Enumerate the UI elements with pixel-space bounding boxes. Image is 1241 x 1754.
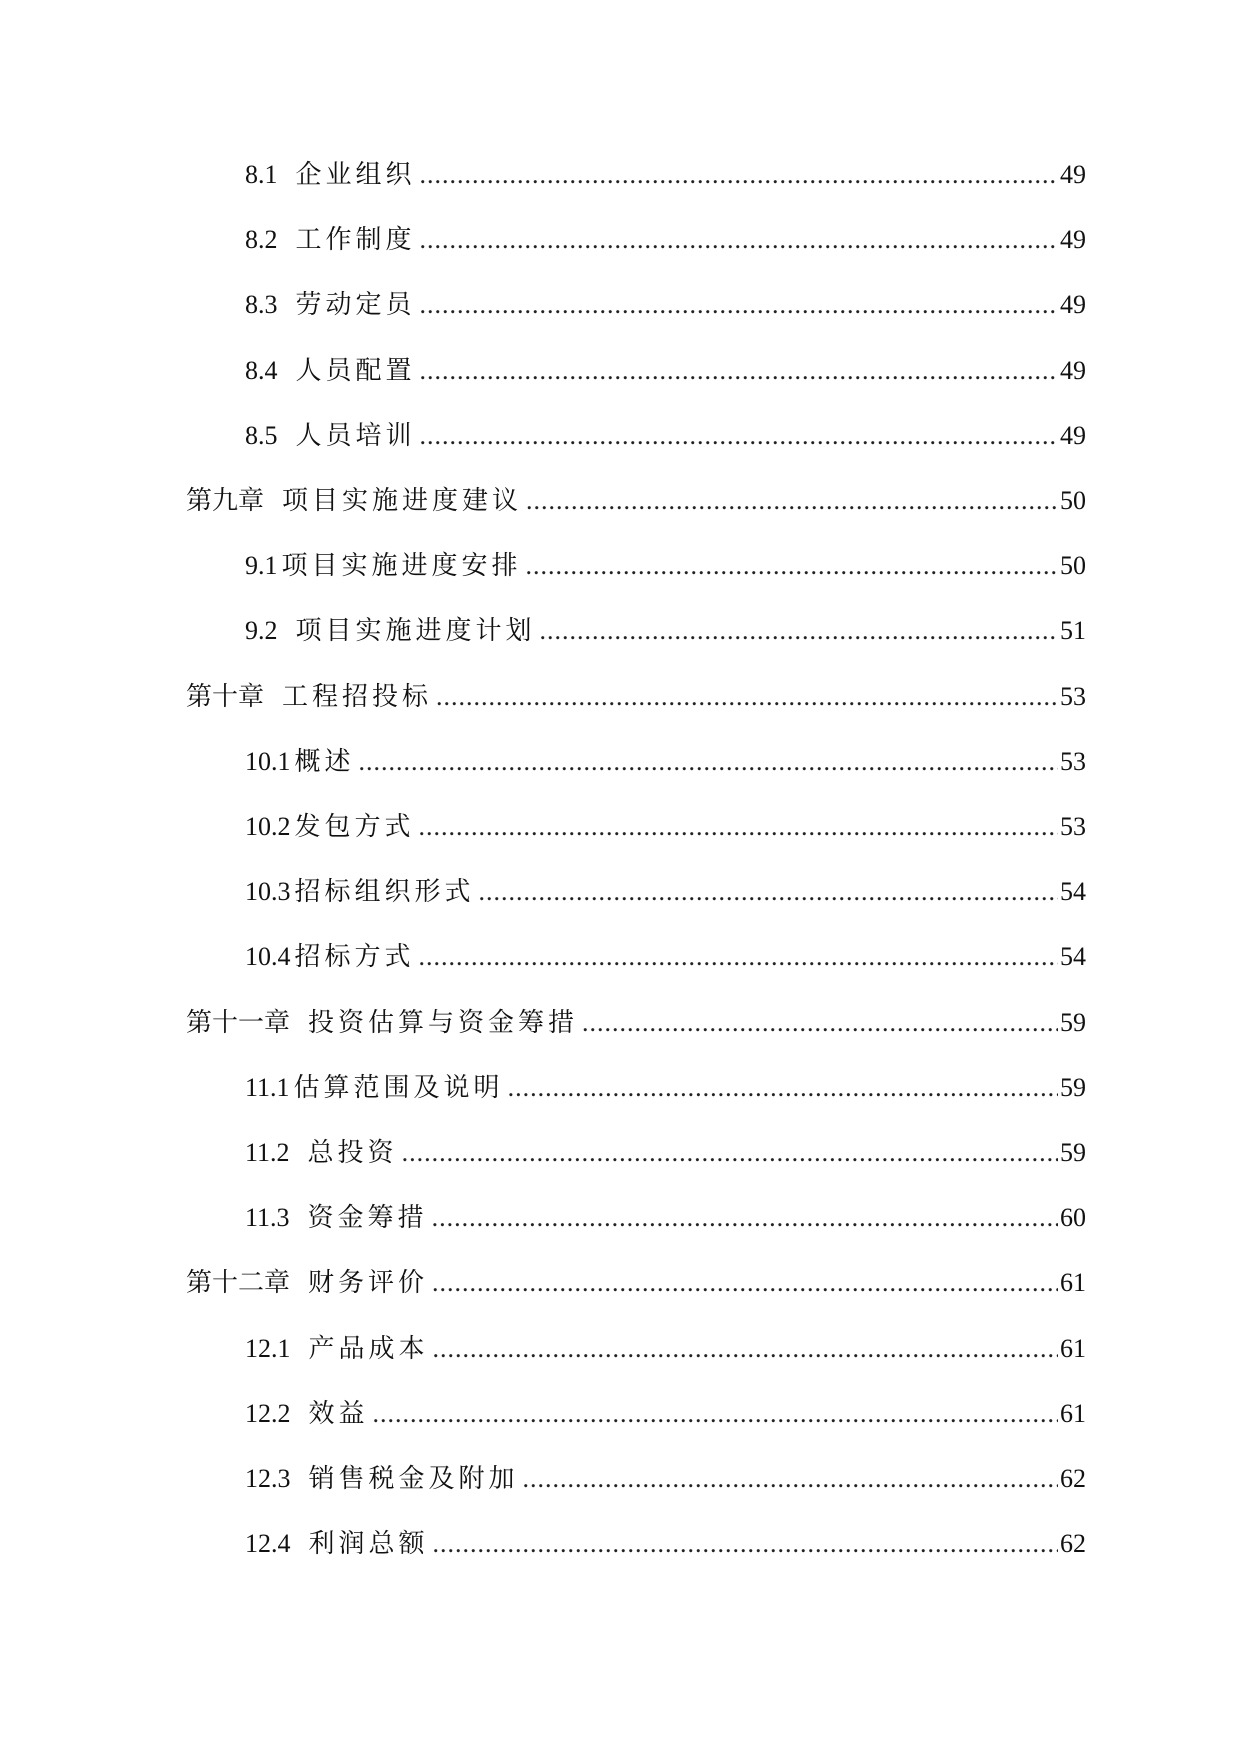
toc-entry-number: 8.2	[245, 225, 278, 254]
toc-entry-number: 第十二章	[186, 1268, 291, 1297]
toc-entry-number: 12.2	[245, 1399, 291, 1428]
toc-entry-number: 8.3	[245, 290, 278, 319]
toc-entry-title: 利润总额	[308, 1529, 429, 1559]
toc-entry-title: 财务评价	[308, 1268, 429, 1298]
toc-entry-title: 项目实施进度计划	[295, 616, 536, 646]
toc-chapter-row[interactable]	[186, 481, 1086, 521]
toc-page-number: 49	[1060, 290, 1086, 319]
toc-page-number: 53	[1060, 812, 1086, 841]
toc-entry-number: 8.5	[245, 421, 278, 450]
toc-page-number: 51	[1060, 616, 1086, 645]
toc-dot-leader	[526, 481, 1058, 521]
toc-entry-title: 项目实施进度安排	[281, 551, 522, 581]
toc-chapter-row[interactable]	[186, 677, 1086, 717]
toc-dot-leader	[508, 1068, 1058, 1108]
toc-entry-title: 人员培训	[295, 421, 416, 451]
toc-section-row[interactable]	[245, 1394, 1086, 1434]
toc-section-row[interactable]	[245, 351, 1086, 391]
toc-dot-leader	[420, 285, 1058, 325]
toc-section-row[interactable]	[245, 1068, 1086, 1108]
toc-entry-title: 项目实施进度建议	[282, 486, 523, 516]
toc-section-row[interactable]	[245, 1524, 1086, 1564]
toc-page-number: 59	[1060, 1073, 1086, 1102]
toc-page-number: 49	[1060, 225, 1086, 254]
toc-dot-leader	[420, 416, 1058, 456]
toc-page-number: 59	[1060, 1008, 1086, 1037]
toc-dot-leader	[433, 1524, 1058, 1564]
toc-dot-leader	[479, 872, 1058, 912]
toc-entry-title: 资金筹措	[307, 1203, 428, 1233]
toc-chapter-row[interactable]	[186, 1003, 1086, 1043]
toc-section-row[interactable]	[245, 742, 1086, 782]
toc-entry-number: 10.4	[245, 942, 291, 971]
toc-section-row[interactable]	[245, 807, 1086, 847]
toc-page-number: 62	[1060, 1529, 1086, 1558]
toc-entry-number: 8.1	[245, 160, 278, 189]
toc-page-number: 59	[1060, 1138, 1086, 1167]
toc-dot-leader	[419, 807, 1058, 847]
toc-entry-number: 10.1	[245, 747, 291, 776]
toc-section-row[interactable]	[245, 285, 1086, 325]
toc-entry-number: 8.4	[245, 356, 278, 385]
toc-entry-number: 12.1	[245, 1334, 291, 1363]
toc-section-row[interactable]	[245, 220, 1086, 260]
toc-dot-leader	[526, 546, 1058, 586]
toc-entry-number: 10.3	[245, 877, 291, 906]
toc-entry-title: 工程招投标	[282, 682, 433, 712]
toc-page-number: 60	[1060, 1203, 1086, 1232]
toc-section-row[interactable]	[245, 1459, 1086, 1499]
toc-page-number: 53	[1060, 682, 1086, 711]
toc-entry-title: 概述	[294, 747, 355, 777]
toc-entry-title: 劳动定员	[295, 290, 416, 320]
toc-page-number: 61	[1060, 1334, 1086, 1363]
toc-entry-title: 总投资	[307, 1138, 398, 1168]
toc-dot-leader	[402, 1133, 1058, 1173]
toc-entry-title: 发包方式	[294, 812, 415, 842]
toc-entry-title: 投资估算与资金筹措	[308, 1008, 579, 1038]
toc-chapter-row[interactable]	[186, 1263, 1086, 1303]
toc-section-row[interactable]	[245, 1133, 1086, 1173]
toc-section-row[interactable]	[245, 416, 1086, 456]
toc-entry-number: 12.4	[245, 1529, 291, 1558]
toc-dot-leader	[432, 1198, 1058, 1238]
toc-entry-number: 第十一章	[186, 1008, 291, 1037]
toc-entry-number: 11.3	[245, 1203, 290, 1232]
toc-dot-leader	[433, 1329, 1058, 1369]
toc-dot-leader	[540, 611, 1058, 651]
toc-entry-title: 销售税金及附加	[308, 1464, 519, 1494]
toc-dot-leader	[420, 351, 1058, 391]
toc-page-number: 53	[1060, 747, 1086, 776]
toc-page-number: 62	[1060, 1464, 1086, 1493]
toc-section-row[interactable]	[245, 546, 1086, 586]
toc-entry-number: 10.2	[245, 812, 291, 841]
toc-page-number: 61	[1060, 1399, 1086, 1428]
toc-entry-title: 产品成本	[308, 1334, 429, 1364]
toc-section-row[interactable]	[245, 1198, 1086, 1238]
toc-section-row[interactable]	[245, 872, 1086, 912]
toc-page-number: 50	[1060, 486, 1086, 515]
toc-page-number: 54	[1060, 877, 1086, 906]
toc-dot-leader	[432, 1263, 1058, 1303]
toc-entry-title: 招标方式	[294, 942, 415, 972]
toc-page-number: 49	[1060, 421, 1086, 450]
toc-entry-number: 第九章	[186, 486, 265, 515]
toc-dot-leader	[420, 220, 1058, 260]
toc-entry-number: 11.1	[245, 1073, 290, 1102]
toc-entry-number: 11.2	[245, 1138, 290, 1167]
toc-entry-number: 第十章	[186, 682, 265, 711]
toc-entry-number: 9.1	[245, 551, 278, 580]
toc-dot-leader	[373, 1394, 1058, 1434]
toc-entry-title: 效益	[308, 1399, 369, 1429]
toc-section-row[interactable]	[245, 155, 1086, 195]
toc-dot-leader	[419, 937, 1058, 977]
toc-section-row[interactable]	[245, 937, 1086, 977]
toc-dot-leader	[420, 155, 1058, 195]
toc-dot-leader	[523, 1459, 1058, 1499]
toc-section-row[interactable]	[245, 611, 1086, 651]
toc-page-number: 49	[1060, 356, 1086, 385]
toc-entry-title: 企业组织	[295, 160, 416, 190]
toc-section-row[interactable]	[245, 1329, 1086, 1369]
toc-page-number: 61	[1060, 1268, 1086, 1297]
toc-page-number: 49	[1060, 160, 1086, 189]
toc-page-number: 54	[1060, 942, 1086, 971]
toc-entry-title: 估算范围及说明	[293, 1073, 504, 1103]
toc-dot-leader	[582, 1003, 1058, 1043]
toc-dot-leader	[359, 742, 1058, 782]
toc-page-number: 50	[1060, 551, 1086, 580]
toc-entry-number: 9.2	[245, 616, 278, 645]
toc-entry-number: 12.3	[245, 1464, 291, 1493]
toc-entry-title: 人员配置	[295, 356, 416, 386]
toc-dot-leader	[436, 677, 1058, 717]
toc-entry-title: 工作制度	[295, 225, 416, 255]
toc-entry-title: 招标组织形式	[294, 877, 475, 907]
